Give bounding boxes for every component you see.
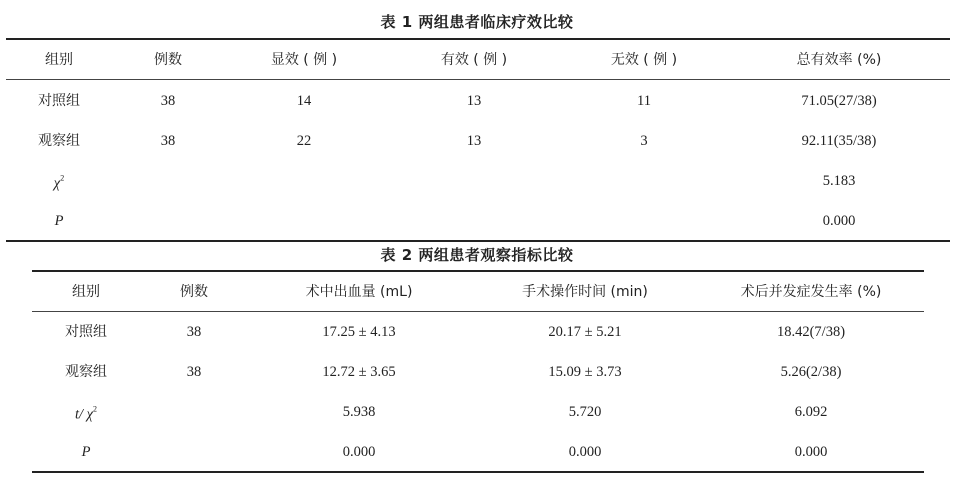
table2-test-statistic-label: t/ $\chi^2$ bbox=[74, 404, 98, 423]
table2-p-complication-rate: 0.000 bbox=[794, 444, 828, 460]
table1-row2-count: 38 bbox=[160, 133, 176, 149]
table1-row1-count: 38 bbox=[160, 93, 176, 109]
table2-p-blood-loss: 0.000 bbox=[342, 444, 376, 460]
table2-header-blood-loss: 术中出血量 (mL) bbox=[305, 284, 413, 300]
table2-row1-complication-rate: 18.42(7/38) bbox=[776, 324, 846, 340]
table2-row2-complication-rate: 5.26(2/38) bbox=[780, 364, 842, 380]
table2-row2-blood-loss: 12.72 ± 3.65 bbox=[322, 364, 396, 380]
table1-header-rule bbox=[6, 79, 950, 80]
table2-header-count: 例数 bbox=[180, 284, 208, 300]
table2-header-rule bbox=[32, 311, 924, 312]
table1-row2-effective: 13 bbox=[466, 133, 482, 149]
table1-top-rule bbox=[6, 38, 950, 40]
table2-row2-operation-time: 15.09 ± 3.73 bbox=[548, 364, 622, 380]
table2-row1-count: 38 bbox=[186, 324, 202, 340]
table2-test-statistic-operation-time: 5.720 bbox=[568, 404, 602, 420]
table2-test-statistic-complication-rate: 6.092 bbox=[794, 404, 828, 420]
table2-bottom-rule bbox=[32, 471, 924, 473]
table1-header-ineffective: 无效 ( 例 ) bbox=[610, 52, 678, 68]
table1-chi-square-label: $\chi^2$ bbox=[53, 173, 65, 192]
table2-row1-blood-loss: 17.25 ± 4.13 bbox=[322, 324, 396, 340]
table1-row1-group: 对照组 bbox=[38, 93, 80, 109]
table2-header-group: 组别 bbox=[72, 284, 100, 300]
table2-p-label: P bbox=[81, 444, 91, 460]
table1-row1-effective: 13 bbox=[466, 93, 482, 109]
table1-header-count: 例数 bbox=[154, 52, 182, 68]
table2-header-operation-time: 手术操作时间 (min) bbox=[522, 284, 648, 300]
table2-caption: 表 2 两组患者观察指标比较 bbox=[380, 246, 574, 264]
table2-header-complication-rate: 术后并发症发生率 (%) bbox=[740, 284, 882, 300]
table2-p-operation-time: 0.000 bbox=[568, 444, 602, 460]
table2-row2-group: 观察组 bbox=[65, 364, 107, 380]
table1-row1-ineffective: 11 bbox=[637, 93, 651, 109]
table2-test-statistic-blood-loss: 5.938 bbox=[342, 404, 376, 420]
table1-row2-group: 观察组 bbox=[38, 133, 80, 149]
table1-header-effective: 有效 ( 例 ) bbox=[440, 52, 508, 68]
table1-row2-total-rate: 92.11(35/38) bbox=[801, 133, 877, 149]
table1-caption: 表 1 两组患者临床疗效比较 bbox=[380, 13, 574, 31]
table2-row1-group: 对照组 bbox=[65, 324, 107, 340]
table1-header-total-rate: 总有效率 (%) bbox=[796, 52, 882, 68]
table1-header-marked: 显效 ( 例 ) bbox=[270, 52, 338, 68]
table1-row2-marked: 22 bbox=[296, 133, 312, 149]
table1-bottom-rule bbox=[6, 240, 950, 242]
table1-row1-marked: 14 bbox=[296, 93, 312, 109]
table1-header-group: 组别 bbox=[45, 52, 73, 68]
table2-top-rule bbox=[32, 270, 924, 272]
table1-p-value: 0.000 bbox=[822, 213, 856, 229]
table1-row1-total-rate: 71.05(27/38) bbox=[801, 93, 877, 109]
table1-p-label: P bbox=[54, 213, 64, 229]
table1-row2-ineffective: 3 bbox=[640, 133, 648, 149]
table2-row1-operation-time: 20.17 ± 5.21 bbox=[548, 324, 622, 340]
table1-chi-square-value: 5.183 bbox=[822, 173, 856, 189]
table2-row2-count: 38 bbox=[186, 364, 202, 380]
